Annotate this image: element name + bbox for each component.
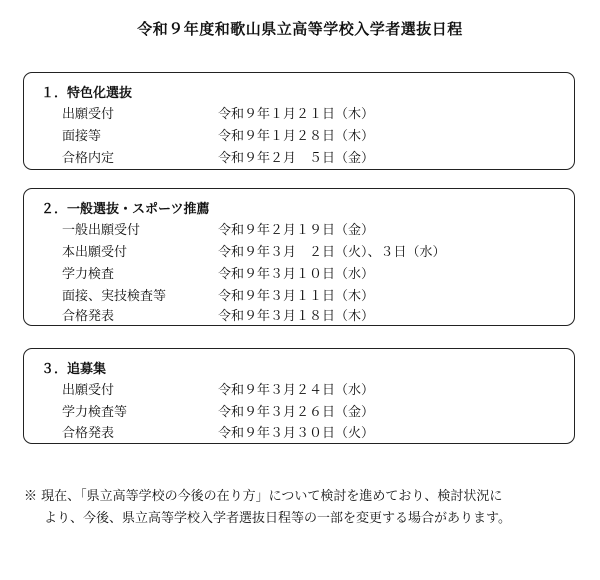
event-date: 令和９年３月 ２日（火）、３日（水） xyxy=(218,245,446,260)
event-label: 出願受付 xyxy=(62,383,115,398)
event-label: 面接等 xyxy=(62,129,102,144)
footnote xyxy=(24,486,584,530)
section-tsuiboshu xyxy=(23,348,575,444)
page-title: 令和９年度和歌山県立高等学校入学者選抜日程 xyxy=(137,20,463,38)
event-label: 合格発表 xyxy=(62,309,115,324)
footnote-line: ※ 現在、「県立高等学校の今後の在り方」について検討を進めており、検討状況に xyxy=(24,489,503,504)
event-label: 本出願受付 xyxy=(62,245,128,260)
event-date: 令和９年３月２４日（水） xyxy=(218,383,375,398)
event-date: 令和９年１月２８日（木） xyxy=(218,129,375,144)
event-label: 学力検査 xyxy=(62,267,115,282)
section-heading: ２．一般選抜・スポーツ推薦 xyxy=(41,202,210,217)
footnote-line: より、今後、県立高等学校入学者選抜日程等の一部を変更する場合があります。 xyxy=(44,511,511,526)
section-tokushokuka xyxy=(23,72,575,170)
event-label: 合格内定 xyxy=(62,151,115,166)
event-date: 令和９年３月１８日（木） xyxy=(218,309,375,324)
event-date: 令和９年３月２６日（金） xyxy=(218,405,375,420)
section-heading: ３．追募集 xyxy=(41,362,107,377)
section-ippan-senbatsu xyxy=(23,188,575,326)
event-date: 令和９年１月２１日（木） xyxy=(218,107,375,122)
event-date: 令和９年２月１９日（金） xyxy=(218,223,375,238)
section-heading: １．特色化選抜 xyxy=(41,86,133,101)
event-label: 一般出願受付 xyxy=(62,223,141,238)
event-label: 学力検査等 xyxy=(62,405,128,420)
event-date: 令和９年２月 ５日（金） xyxy=(218,151,375,166)
event-date: 令和９年３月１１日（木） xyxy=(218,289,375,304)
event-label: 出願受付 xyxy=(62,107,115,122)
event-date: 令和９年３月３０日（火） xyxy=(218,426,375,441)
event-label: 面接、実技検査等 xyxy=(62,289,167,304)
event-date: 令和９年３月１０日（水） xyxy=(218,267,375,282)
event-label: 合格発表 xyxy=(62,426,115,441)
